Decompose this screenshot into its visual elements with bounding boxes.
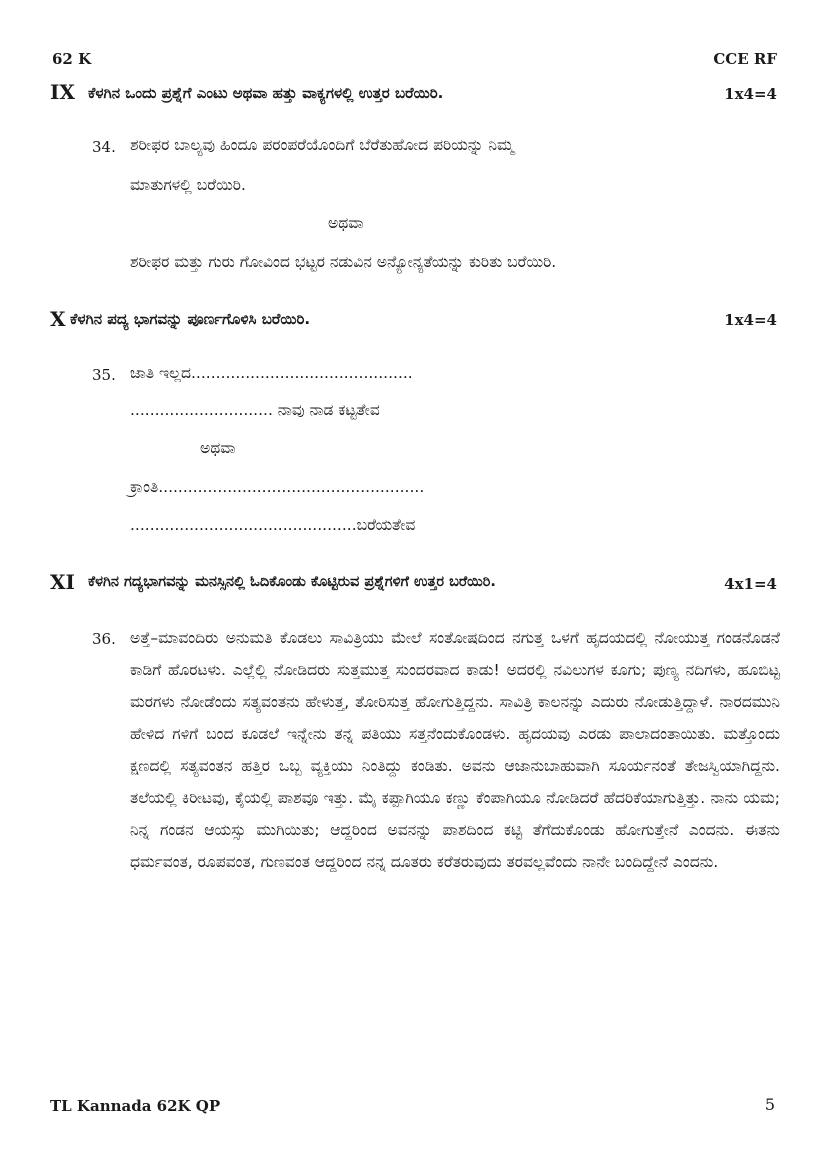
footer-paper-title: TL Kannada 62K QP [50,1097,221,1115]
section-x-instruction: ಕೆಳಗಿನ ಪದ್ಯ ಭಾಗವನ್ನು ಪೂರ್ಣಗೊಳಿಸಿ ಬರೆಯಿರಿ. [70,310,311,328]
section-xi-instruction: ಕೆಳಗಿನ ಗದ್ಯಭಾಗವನ್ನು ಮನಸ್ಸಿನಲ್ಲಿ ಓದಿಕೊಂಡು ಕೊಟ್ಟಿರುವ ಪ್ರಶ್ನೆಗಳಿಗೆ ಉತ್ತರ ಬರೆಯಿರಿ. [88,574,496,590]
section-ix-instruction: ಕೆಳಗಿನ ಒಂದು ಪ್ರಶ್ನೆಗೆ ಎಂಟು ಅಥವಾ ಹತ್ತು ವಾಕ್ಯಗಳಲ್ಲಿ ಉತ್ತರ ಬರೆಯಿರಿ. [88,84,444,102]
section-ix-marks: 1x4=4 [724,85,777,103]
question-34-or: ಅಥವಾ [328,214,364,232]
question-35-line-3: ಕ್ರಾಂತಿ...................................................... [130,478,425,496]
page-number: 5 [764,1095,775,1114]
question-36-number: 36. [92,630,116,648]
section-x-marks: 1x4=4 [724,311,777,329]
paper-code: 62 K [52,50,92,68]
question-36-passage: ಅತ್ತೆ–ಮಾವಂದಿರು ಅನುಮತಿ ಕೊಡಲು ಸಾವಿತ್ರಿಯು ಮೇಲೆ ಸಂತೋಷದಿಂದ ನಗುತ್ತ ಒಳಗೆ ಹೃದಯದಲ್ಲಿ ನೋಯುತ್ತ ಗಂಡನೊಡನೆ ಕಾಡಿಗೆ ಹೊರಟಳು. ಎಲ್ಲೆಲ್ಲಿ ನೋಡಿದರು ಸುತ್ತಮುತ್ತ ಸುಂದರವಾದ ಕಾಡು! ಅದರಲ್ಲಿ ನವಿಲುಗಳ ಕೂಗು; ಪುಣ್ಯ ನದಿಗಳು, ಹೂಬಿಟ್ಟ ಮರಗಳು ನೋಡೆಂದು ಸತ್ಯವಂತನು ಹೇಳುತ್ತ, ತೋರಿಸುತ್ತ ಹೋಗುತ್ತಿದ್ದನು. ಸಾವಿತ್ರಿ ಕಾಲನನ್ನು ಎದುರು ನೋಡುತ್ತಿದ್ದಾಳೆ. ನಾರದಮುನಿ ಹೇಳಿದ ಗಳಿಗೆ ಬಂದ ಕೂಡಲೆ ಇನ್ನೇನು ತನ್ನ ಪತಿಯು ಸತ್ತನೆಂದುಕೊಂಡಳು. ಹೃದಯವು ಎರಡು ಪಾಲಾದಂತಾಯಿತು. ಮತ್ತೊಂದು ಕ್ಷಣದಲ್ಲಿ ಸತ್ಯವಂತನ ಹತ್ತಿರ ಒಬ್ಬ ವ್ಯಕ್ತಿಯು ನಿಂತಿದ್ದು ಕಂಡಿತು. ಅವನು ಆಜಾನುಬಾಹುವಾಗಿ ಸೂರ್ಯನಂತೆ ತೇಜಸ್ವಿಯಾಗಿದ್ದನು. ತಲೆಯಲ್ಲಿ ಕಿರೀಟವು, ಕೈಯಲ್ಲಿ ಪಾಶವೂ ಇತ್ತು. ಮೈ ಕಪ್ಪಾಗಿಯೂ ಕಣ್ಣು ಕೆಂಪಾಗಿಯೂ ನೋಡಿದರೆ ಹೆದರಿಕೆಯಾಗುತ್ತಿತ್ತು. ನಾನು ಯಮ; ನಿನ್ನ ಗಂಡನ ಆಯಸ್ಸು ಮುಗಿಯಿತು; ಆದ್ದರಿಂದ ಅವನನ್ನು ಪಾಶದಿಂದ ಕಟ್ಟಿ ತೆಗೆದುಕೊಂಡು ಹೋಗುತ್ತೇನೆ ಎಂದನು. ಈತನು ಧರ್ಮವಂತ, ರೂಪವಂತ, ಗುಣವಂತ ಆದ್ದರಿಂದ ನನ್ನ ದೂತರು ಕರೆತರುವುದು ತರವಲ್ಲವೆಂದು ನಾನೇ ಬಂದಿದ್ದೇನೆ ಎಂದನು. [130,629,780,871]
section-xi-marks: 4x1=4 [724,575,777,593]
question-34-line-3: ಶರೀಫರ ಮತ್ತು ಗುರು ಗೋವಿಂದ ಭಟ್ಟರ ನಡುವಿನ ಅನ್ಯೋನ್ಯತೆಯನ್ನು ಕುರಿತು ಬರೆಯಿರಿ. [130,253,557,271]
question-35-line-1: ಜಾತಿ ಇಲ್ಲದ............................................. [130,364,413,382]
question-34-line-1: ಶರೀಫರ ಬಾಲ್ಯವು ಹಿಂದೂ ಪರಂಪರೆಯೊಂದಿಗೆ ಬೆರೆತುಹೋದ ಪರಿಯನ್ನು ನಿಮ್ಮ [130,136,514,154]
section-x-number: X [50,307,66,331]
scheme-code: CCE RF [713,50,777,68]
section-xi-number: XI [50,570,75,594]
question-35-number: 35. [92,366,116,384]
question-35-or: ಅಥವಾ [200,439,236,457]
question-34-number: 34. [92,138,116,156]
section-ix-number: IX [50,80,75,104]
question-34-line-2: ಮಾತುಗಳಲ್ಲಿ ಬರೆಯಿರಿ. [130,176,246,194]
question-35-line-4: ..............................................ಬರೆಯತೇವ [130,516,416,534]
question-35-line-2: ............................. ನಾವು ನಾಡ ಕಟ್ಟತೇವ [130,401,380,419]
